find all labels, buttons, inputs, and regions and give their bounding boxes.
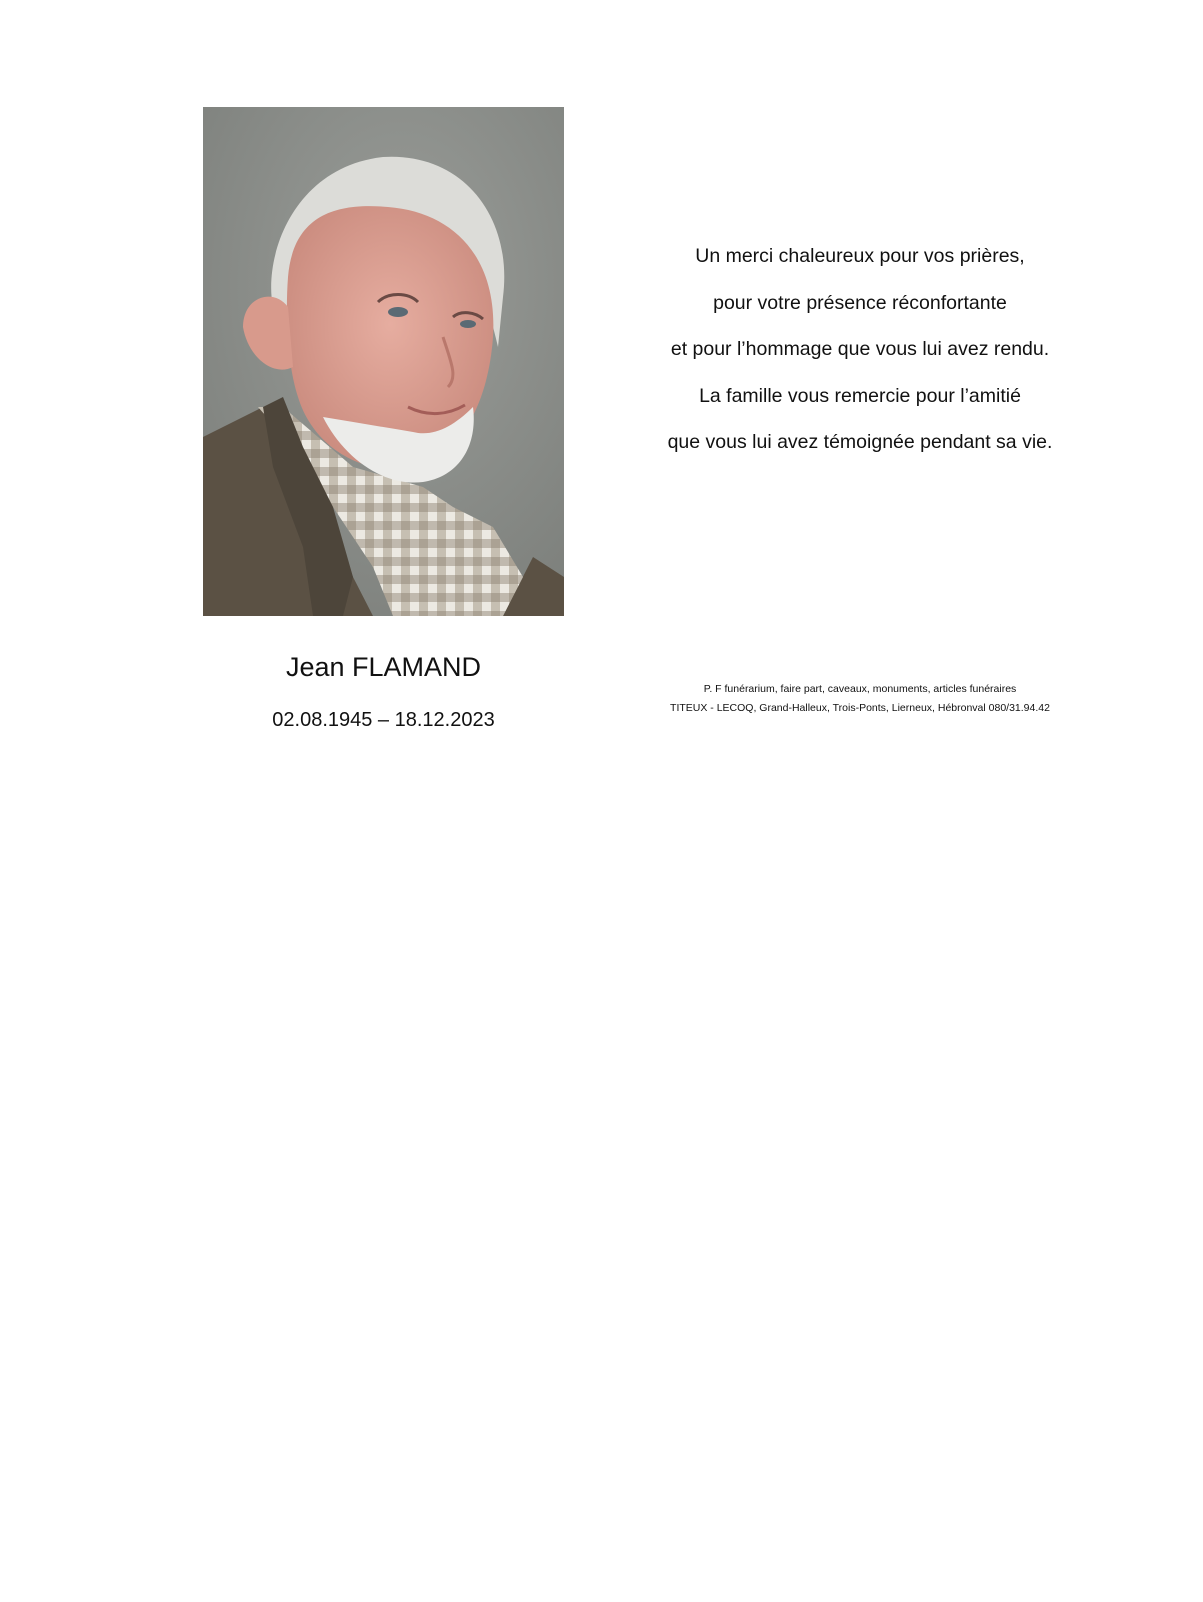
portrait-illustration [203, 107, 564, 616]
portrait-photo [203, 107, 564, 616]
message-line: Un merci chaleureux pour vos prières, [695, 245, 1025, 267]
message-line: et pour l’hommage que vous lui avez rendu. [670, 338, 1050, 360]
thank-you-message [620, 242, 1100, 475]
message-line: pour votre présence réconfortante [713, 291, 1007, 314]
deceased-name: Jean FLAMAND [285, 652, 482, 682]
message-line: que vous lui avez témoignée pendant sa vie. [667, 431, 1053, 453]
message-line: La famille vous remercie pour l’amitié [699, 384, 1021, 407]
funeral-home-contact: TITEUX - LECOQ, Grand-Halleux, Trois-Ponts, Lierneux, Hébronval 080/31.94.42 [670, 702, 1050, 714]
funeral-home-info [620, 680, 1100, 718]
life-dates: 02.08.1945 – 18.12.2023 [272, 709, 495, 731]
funeral-home-services: P. F funérarium, faire part, caveaux, monuments, articles funéraires [703, 683, 1017, 695]
